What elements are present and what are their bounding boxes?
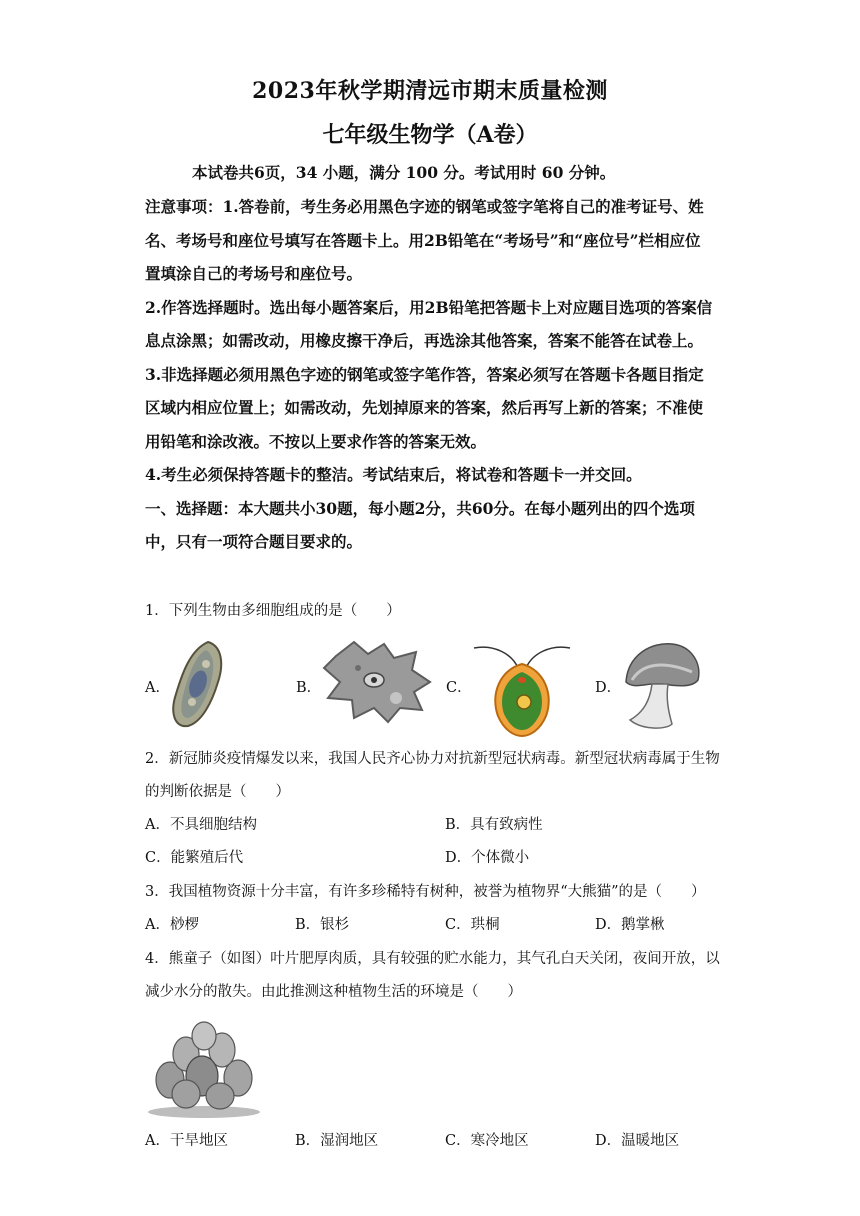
instructions-block [145,190,715,559]
instruction-2: 2.作答选择题时。选出每小题答案后，用2B铅笔把答题卡上对应题目选项的答案信息点涂黑；如需改动，用橡皮擦干净后，再选涂其他答案，答案不能答在试卷上。 [145,297,713,350]
question-1-stem: 1．下列生物由多细胞组成的是（ ） [145,603,401,619]
q3-option-c: C．珙桐 [445,917,500,933]
q2-option-c: C．能繁殖后代 [145,850,244,866]
q4-option-d: D．温暖地区 [595,1133,680,1149]
q2-option-a: A．不具细胞结构 [145,817,257,833]
q3-option-d: D．鹅掌楸 [595,917,665,933]
exam-title: 2023年秋学期清远市期末质量检测 [252,78,608,104]
question-4-stem: 4．熊童子（如图）叶片肥厚肉质，具有较强的贮水能力，其气孔白天关闭，夜间开放，以减少水分的散失。由此推测这种植物生活的环境是（ ） [145,951,720,1000]
exam-intro: 本试卷共6页，34 小题，满分 100 分。考试用时 60 分钟。 [192,163,616,182]
instruction-3: 3.非选择题必须用黑色字迹的钢笔或签字笔作答，答案必须写在答题卡各题目指定区域内相应位置上；如需改动，先划掉原来的答案，然后再写上新的答案；不准使用铅笔和涂改液。不按以上要求作答的答案无效。 [145,364,704,451]
mushroom-image [622,640,702,730]
section-heading: 一、选择题：本大题共小30题，每小题2分，共60分。在每小题列出的四个选项中，只有一项符合题目要求的。 [145,498,695,551]
q4-option-b: B．湿润地区 [295,1133,379,1149]
question-3-stem: 3．我国植物资源十分丰富，有许多珍稀特有树种，被誉为植物界“大熊猫”的是（ ） [145,884,706,900]
q4-options-row [145,1125,720,1158]
q2-option-b: B．具有致病性 [445,817,543,833]
amoeba-image [322,638,434,724]
q4-option-a: A．干旱地区 [145,1133,228,1149]
q4-option-c: C．寒冷地区 [445,1133,529,1149]
q3-options-row [145,909,720,942]
instruction-4: 4.考生必须保持答题卡的整洁。考试结束后，将试卷和答题卡一并交回。 [145,465,642,484]
q1-option-d-label: D． [595,680,622,696]
q2-options-row-1 [145,809,720,842]
exam-subtitle: 七年级生物学（A卷） [322,122,538,148]
q3-option-b: B．银杉 [295,917,350,933]
succulent-plant-image [146,1020,262,1118]
q2-options-row-2 [145,842,720,875]
euglena-image [472,634,572,738]
question-2-stem: 2．新冠肺炎疫情爆发以来，我国人民齐心协力对抗新型冠状病毒。新型冠状病毒属于生物的判断依据是（ ） [145,751,720,800]
q1-option-a-label: A． [145,680,170,696]
instruction-1: 注意事项：1.答卷前，考生务必用黑色字迹的钢笔或签字笔将自己的准考证号、姓名、考场号和座位号填写在答题卡上。用2B铅笔在“考场号”和“座位号”栏相应位置填涂自己的考场号和座位号。 [145,197,704,283]
q2-option-d: D．个体微小 [445,850,530,866]
q1-option-c-label: C． [446,680,472,696]
paramecium-image [168,636,230,732]
q1-option-b-label: B． [296,680,322,696]
q3-option-a: A．桫椤 [145,917,199,933]
